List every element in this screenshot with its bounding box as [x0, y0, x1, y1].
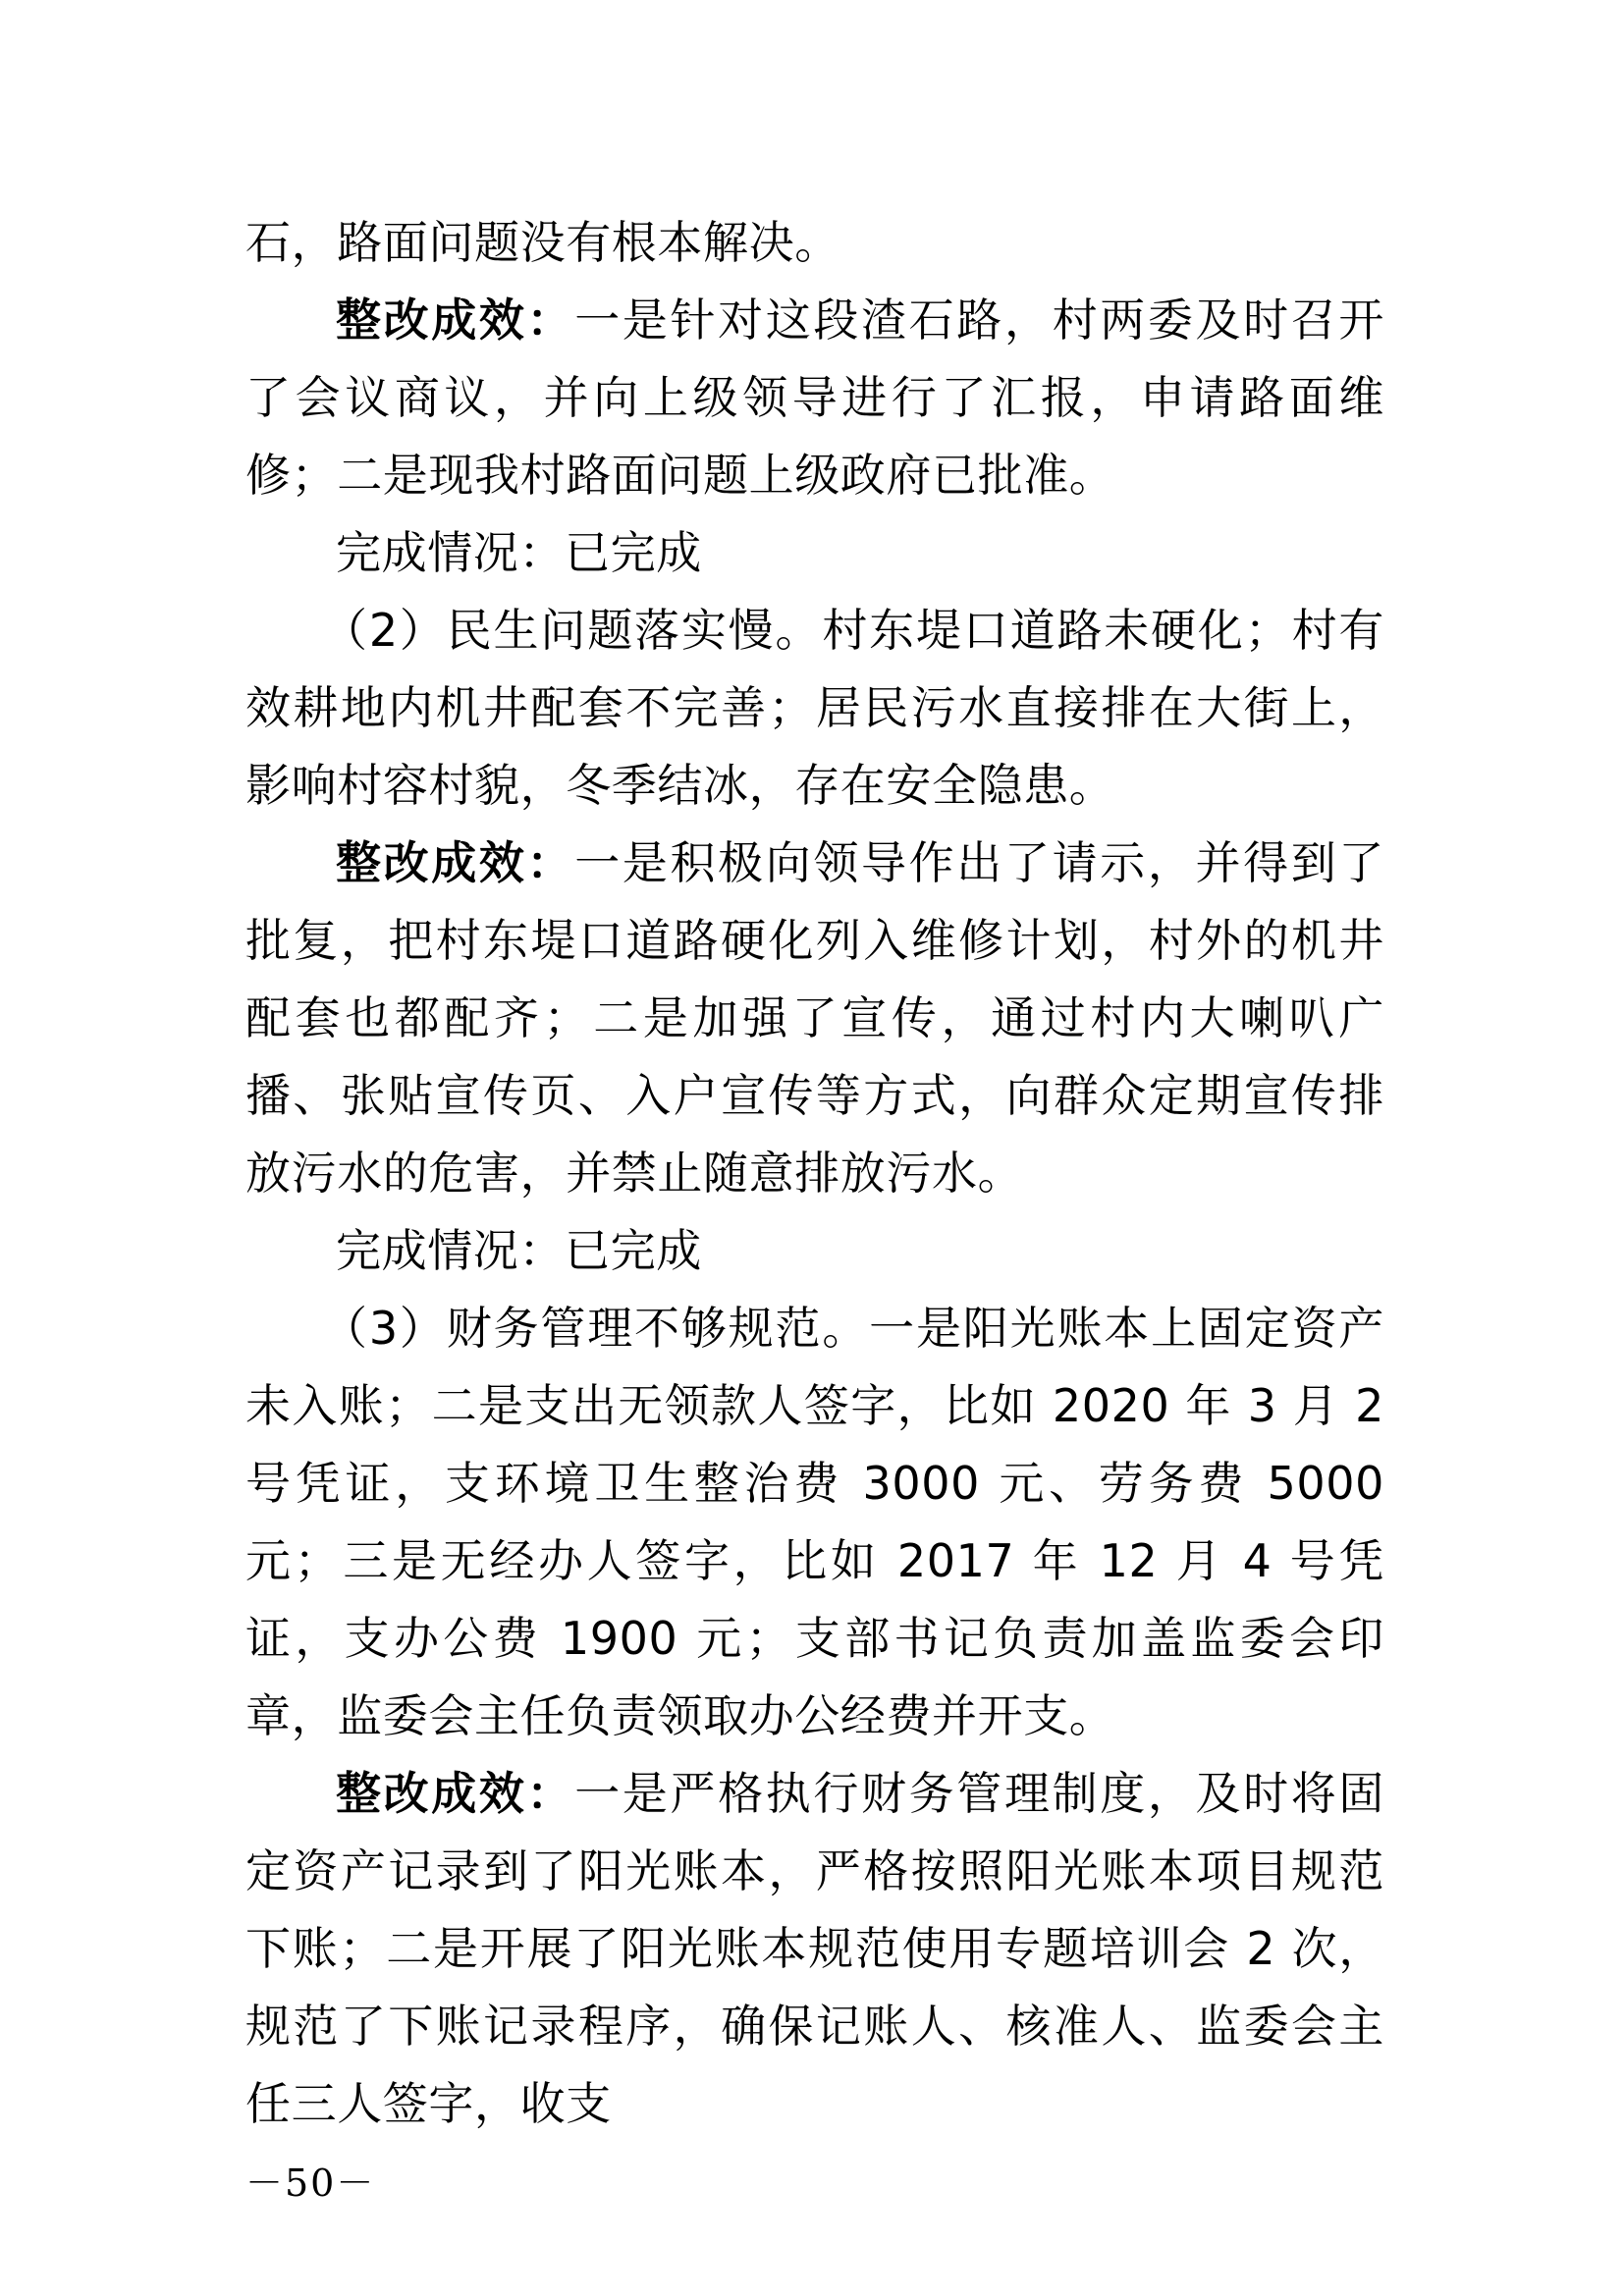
paragraph-rectification-result-2	[245, 825, 1384, 1212]
paragraph-text: （2）民生问题落实慢。村东堤口道路未硬化；村有效耕地内机井配套不完善；居民污水直接排在大街上，影响村容村貌，冬季结冰，存在安全隐患。	[245, 604, 1384, 812]
paragraph-issue-2	[245, 592, 1384, 825]
paragraph-text: 一是严格执行财务管理制度，及时将固定资产记录到了阳光账本，严格按照阳光账本项目规范下账；二是开展了阳光账本规范使用专题培训会 2 次，规范了下账记录程序，确保记账人、核准人、监委会主任三人签字，收支	[245, 1767, 1385, 2130]
paragraph-text: 完成情况：已完成	[336, 1224, 702, 1277]
completion-status-2	[245, 1212, 1384, 1290]
paragraph-lead: 整改成效：	[336, 1767, 575, 1820]
paragraph-issue-3	[245, 1290, 1384, 1755]
completion-status-1	[245, 514, 1384, 592]
paragraph-lead: 整改成效：	[336, 836, 575, 889]
paragraph-continuation	[245, 204, 1384, 282]
paragraph-text: 石，路面问题没有根本解决。	[245, 216, 840, 269]
paragraph-text: 一是积极向领导作出了请示，并得到了批复，把村东堤口道路硬化列入维修计划，村外的机井配套也都配齐；二是加强了宣传，通过村内大喇叭广播、张贴宣传页、入户宣传等方式，向群众定期宣传排放污水的危害，并禁止随意排放污水。	[245, 836, 1385, 1200]
paragraph-lead: 整改成效：	[336, 294, 575, 347]
paragraph-rectification-result-1	[245, 282, 1384, 514]
paragraph-text: （3）财务管理不够规范。一是阳光账本上固定资产未入账；二是支出无领款人签字，比如 2020 年 3 月 2 号凭证，支环境卫生整治费 3000 元、劳务费 5000 元；三是无经办人签字，比如 2017 年 12 月 4 号凭证，支办公费 1900 元；支部书记负责加盖监委会印章，监委会主任负责领取办公经费并开支。	[245, 1302, 1384, 1742]
paragraph-text: 完成情况：已完成	[336, 526, 702, 579]
page-number: －50－	[245, 2162, 376, 2205]
paragraph-text: 一是针对这段渣石路，村两委及时召开了会议商议，并向上级领导进行了汇报，申请路面维修；二是现我村路面问题上级政府已批准。	[245, 294, 1385, 502]
paragraph-rectification-result-3	[245, 1755, 1384, 2143]
document-body	[245, 204, 1384, 2143]
